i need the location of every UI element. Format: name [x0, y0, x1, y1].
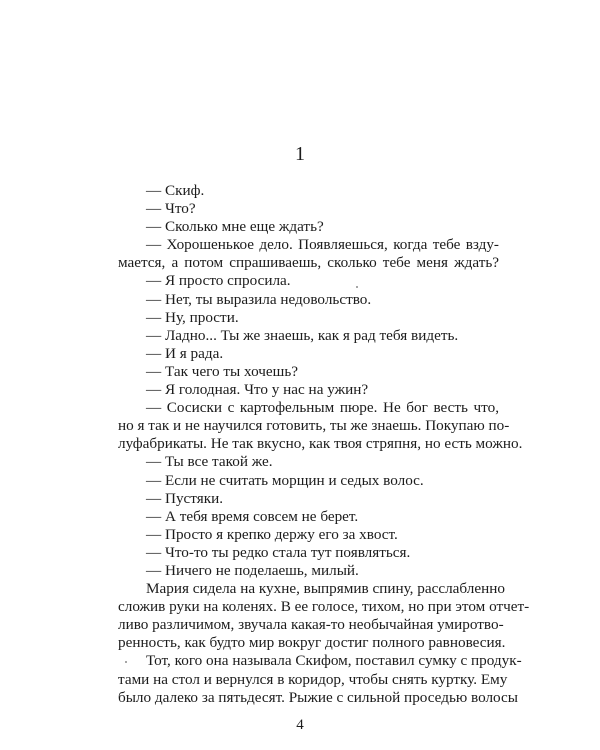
page-number: 4 [296, 717, 304, 733]
text-line: — Если не считать морщин и седых волос. [146, 471, 424, 489]
text-line: — Ладно... Ты же знаешь, как я рад тебя видеть. [146, 326, 459, 344]
text-line: но я так и не научился готовить, ты же знаешь. Покупаю по- [118, 417, 510, 435]
text-line: Мария сидела на кухне, выпрямив спину, расслабленно [146, 580, 505, 598]
text-line: — Нет, ты выразила недовольство. [146, 290, 372, 308]
chapter-number: 1 [295, 143, 305, 165]
text-line: Тот, кого она называла Скифом, поставил сумку с продук- [146, 652, 522, 670]
text-line: ренность, как будто мир вокруг достиг полного равновесия. [118, 634, 506, 652]
text-line: — Скиф. [146, 182, 205, 199]
body-text [118, 182, 530, 707]
text-line: — Хорошенькое дело. Появляешься, когда тебе взду- [146, 236, 499, 254]
text-line: — И я рада. [146, 344, 224, 362]
text-line: — Что? [146, 200, 196, 218]
text-line: — Ничего не поделаешь, милый. [146, 561, 359, 579]
text-line: сложив руки на коленях. В ее голосе, тихом, но при этом отчет- [118, 598, 530, 616]
text-line: — А тебя время совсем не берет. [146, 507, 359, 525]
print-speck [125, 661, 127, 663]
text-line: было далеко за пятьдесят. Рыжие с сильной проседью волосы [118, 688, 518, 706]
text-line: тами на стол и вернулся в коридор, чтобы снять куртку. Ему [118, 670, 508, 688]
text-line: — Так чего ты хочешь? [146, 362, 299, 380]
text-line: ливо различимом, звучала какая-то необычайная умиротво- [118, 616, 504, 634]
print-speck [356, 286, 358, 288]
text-line: — Ты все такой же. [146, 453, 273, 471]
text-line: — Я голодная. Что у нас на ужин? [146, 381, 369, 399]
text-line: — Я просто спросила. [146, 272, 291, 290]
text-line: — Просто я крепко держу его за хвост. [146, 525, 398, 543]
text-line: — Сколько мне еще ждать? [146, 218, 324, 236]
text-line: — Что-то ты редко стала тут появляться. [146, 543, 411, 561]
text-line: — Сосиски с картофельным пюре. Не бог весть что, [146, 399, 499, 417]
text-line: мается, а потом спрашиваешь, сколько тебе меня ждать? [118, 254, 499, 272]
text-line: — Ну, прости. [146, 308, 239, 326]
text-line: луфабрикаты. Не так вкусно, как твоя стряпня, но есть можно. [118, 435, 523, 453]
text-line: — Пустяки. [146, 489, 224, 507]
